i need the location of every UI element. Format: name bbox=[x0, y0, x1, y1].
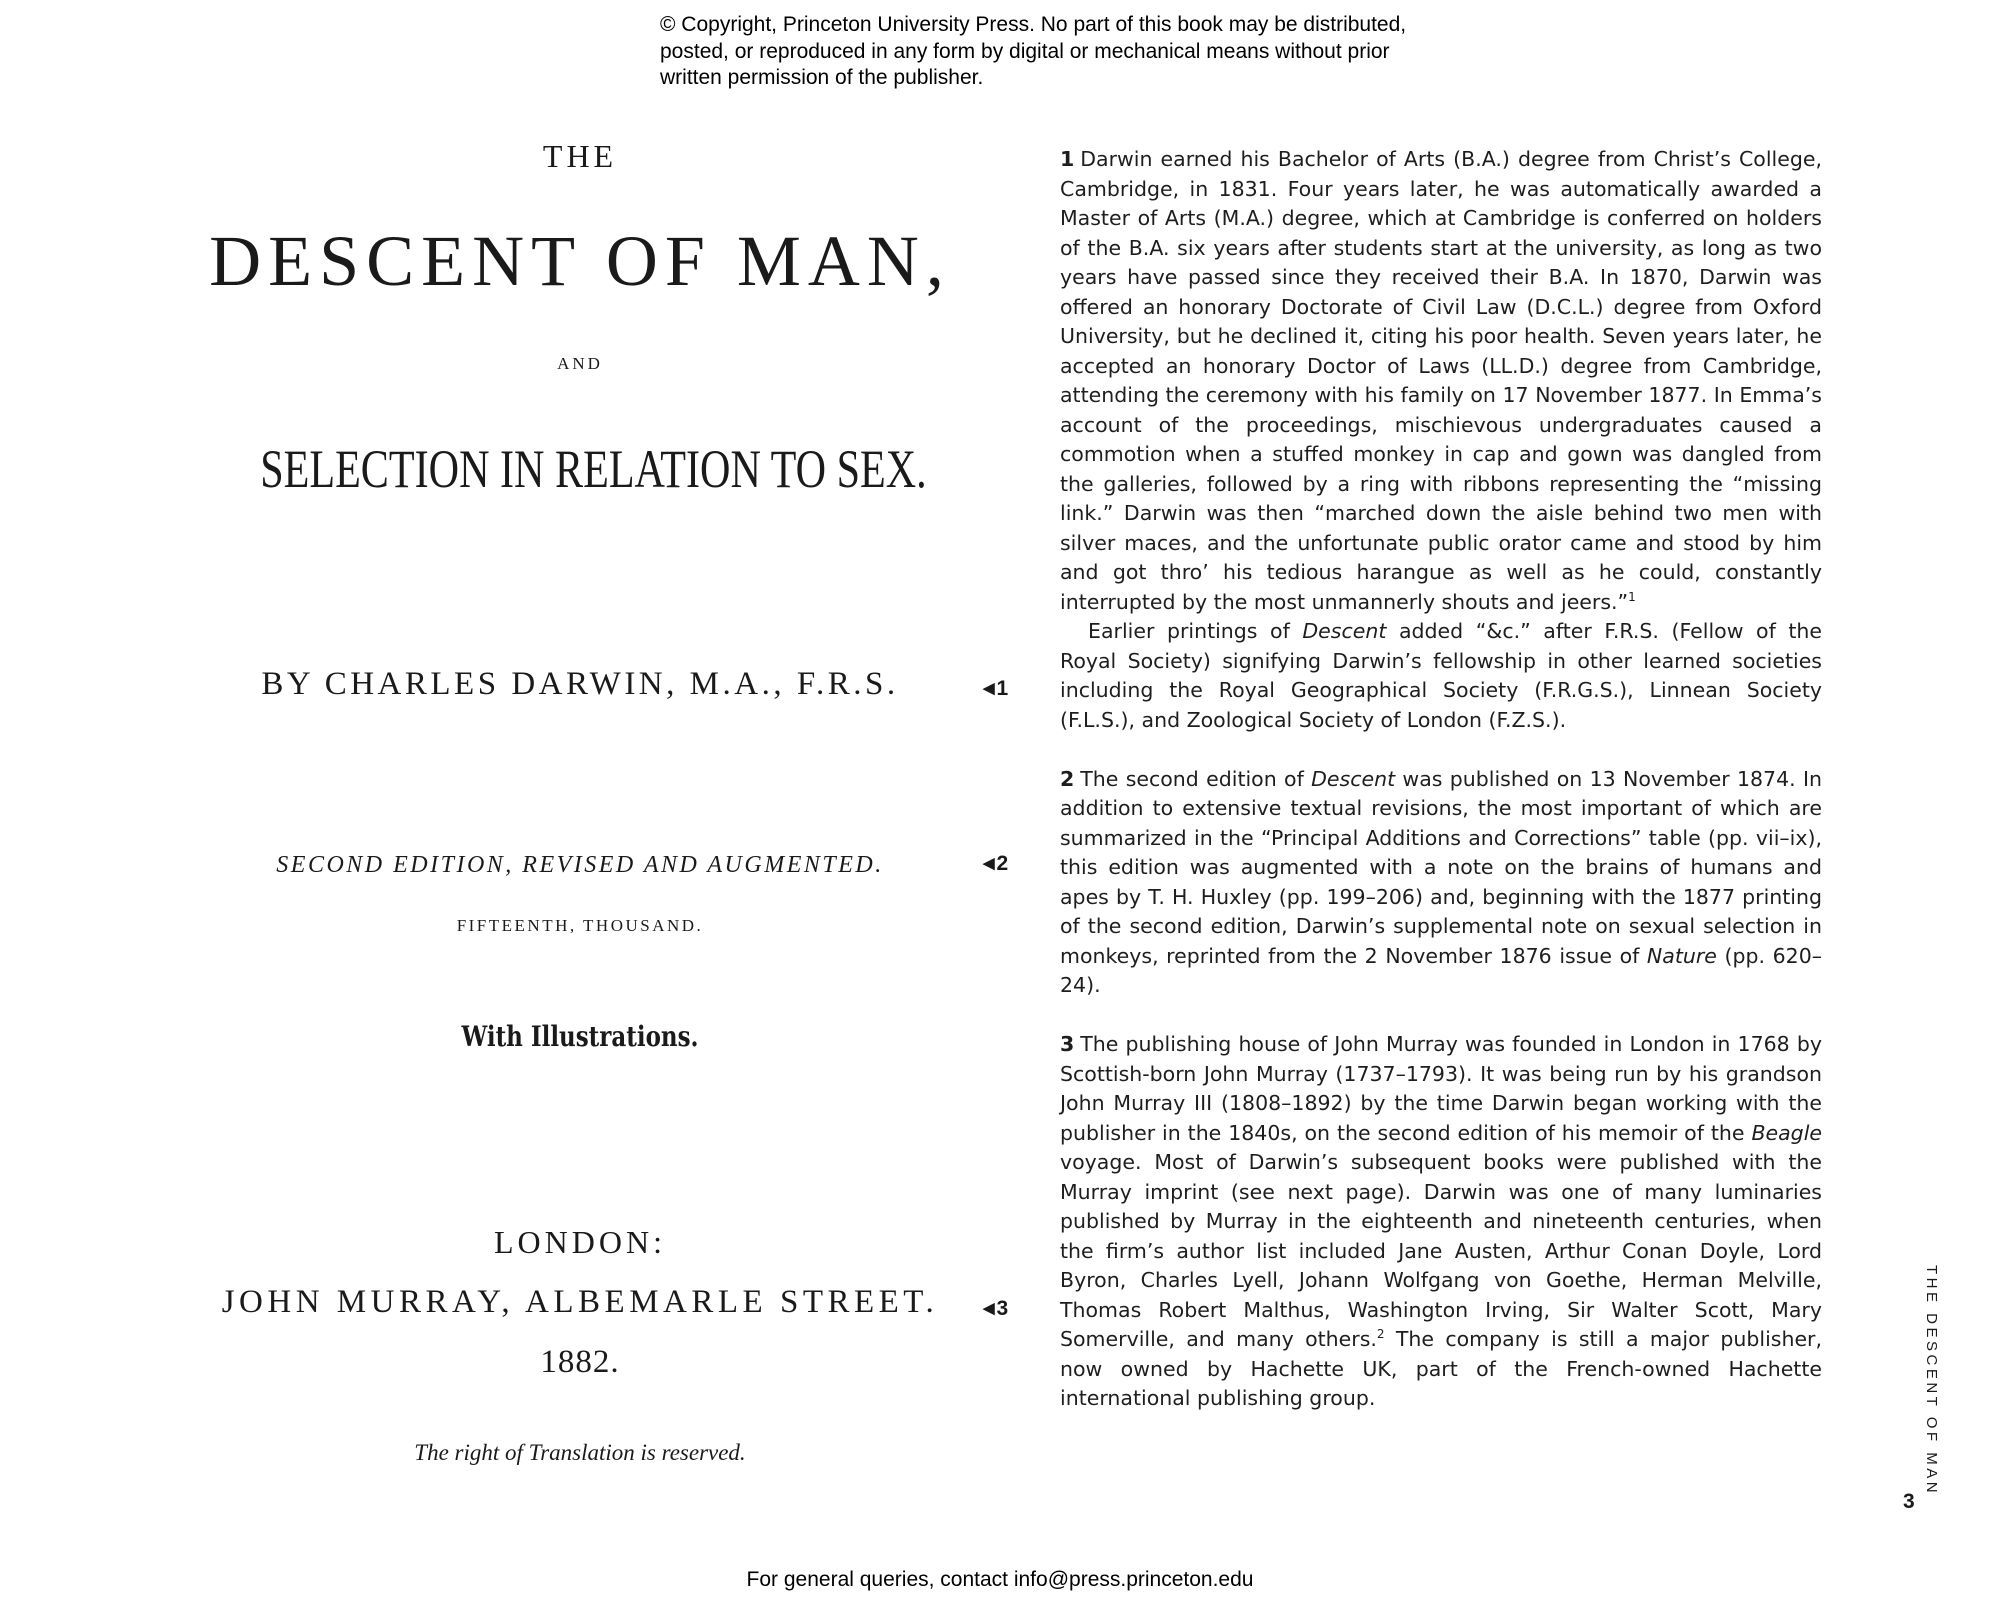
note-text: added “&c.” after F.R.S. (Fellow of the Royal Society) signifying Darwin’s fellowship in other learned societies including the Royal Geographical Society (F.R.G.S.), Linnean Society (F.L.S.), and Zoological Society of London (F.Z.S.). bbox=[1060, 619, 1822, 732]
note-italic: Nature bbox=[1646, 943, 1717, 968]
note-2 bbox=[1060, 765, 1822, 1001]
note-text: The publishing house of John Murray was founded in London in 1768 by Scottish-born John Murray (1737–1793). It was being run by his grandson John Murray III (1808–1892) by the time Darwin began working with the publisher in the 1840s, on the second edition of his memoir of the bbox=[1060, 1032, 1822, 1145]
left-arrow-icon: ◀ bbox=[983, 855, 995, 872]
note-text: Earlier printings of bbox=[1088, 619, 1303, 643]
note-text: The second edition of bbox=[1080, 766, 1312, 791]
note-text: (pp. 620–24). bbox=[1060, 943, 1822, 997]
note-1-paragraph-2 bbox=[1060, 617, 1822, 735]
citation-superscript: 1 bbox=[1628, 589, 1636, 604]
note-marker-number: 1 bbox=[996, 677, 1009, 700]
note-italic: Descent bbox=[1311, 766, 1396, 791]
imprint-year: 1882. bbox=[540, 1344, 620, 1380]
note-1 bbox=[1060, 145, 1822, 735]
note-3-paragraph bbox=[1060, 1030, 1822, 1414]
note-text: The company is still a major publisher, now owned by Hachette UK, part of the French-owned Hachette international publishing group. bbox=[1060, 1327, 1822, 1410]
note-text: voyage. Most of Darwin’s subsequent books were published with the Murray imprint (see next page). Darwin was one of many luminaries published by Murray in the eighteenth and nineteenth centuries, when the firm’s author list included Jane Austen, Arthur Conan Doyle, Lord Byron, Charles Lyell, Johann Wolfgang von Goethe, Herman Melville, Thomas Robert Malthus, Washington Irving, Sir Walter Scott, Mary Somerville, and many others. bbox=[1060, 1150, 1822, 1351]
note-3 bbox=[1060, 1030, 1822, 1414]
note-marker-2 bbox=[983, 852, 1008, 876]
title-and: AND bbox=[557, 354, 603, 373]
note-number: 2 bbox=[1060, 766, 1075, 791]
note-1-paragraph bbox=[1060, 145, 1822, 617]
illustrations-line: With Illustrations. bbox=[461, 1020, 699, 1053]
copyright-notice: © Copyright, Princeton University Press. No part of this book may be distributed, posted, or reproduced in any form by digital or mechanical means without prior written permission of the publisher. bbox=[660, 13, 1407, 89]
imprint-city: LONDON: bbox=[494, 1224, 666, 1260]
author-line bbox=[170, 666, 990, 703]
left-arrow-icon: ◀ bbox=[983, 680, 995, 697]
left-arrow-icon: ◀ bbox=[983, 1300, 995, 1317]
running-head: THE DESCENT OF MAN bbox=[1923, 1265, 1940, 1497]
title-the: THE bbox=[542, 138, 618, 174]
note-marker-number: 2 bbox=[996, 852, 1009, 875]
citation-superscript: 2 bbox=[1376, 1327, 1385, 1342]
annotations-column bbox=[1060, 145, 1822, 1443]
book-title: DESCENT OF MAN, bbox=[209, 221, 951, 301]
author-name: CHARLES DARWIN, M.A., F.R.S. bbox=[324, 666, 899, 702]
note-marker-1 bbox=[983, 677, 1008, 701]
note-2-paragraph bbox=[1060, 765, 1822, 1001]
note-marker-number: 3 bbox=[996, 1297, 1009, 1320]
note-marker-3 bbox=[983, 1297, 1008, 1321]
note-italic: Beagle bbox=[1751, 1120, 1822, 1145]
author-by: BY bbox=[261, 666, 313, 702]
edition-line: SECOND EDITION, REVISED AND AUGMENTED. bbox=[276, 852, 884, 878]
book-subtitle: SELECTION IN RELATION TO SEX. bbox=[260, 439, 927, 499]
imprint-publisher: JOHN MURRAY, ALBEMARLE STREET. bbox=[221, 1284, 939, 1320]
page-number: 3 bbox=[1903, 1490, 1915, 1513]
note-text: Darwin earned his Bachelor of Arts (B.A.) degree from Christ’s College, Cambridge, in 1831. Four years later, he was automatically awarded a Master of Arts (M.A.) degree, which at Cambridge is conferred on holders of the B.A. six years after students start at the university, as long as two years have passed since they received their B.A. In 1870, Darwin was offered an honorary Doctorate of Civil Law (D.C.L.) degree from Oxford University, but he declined it, citing his poor health. Seven years later, he accepted an honorary Doctor of Laws (LL.D.) degree from Cambridge, attending the ceremony with his family on 17 November 1877. In Emma’s account of the proceedings, mischievous undergraduates caused a commotion when a stuffed monkey in cap and gown was dangled from the galleries, followed by a ring with ribbons representing the “missing link.” Darwin was then “marched down the aisle behind two men with silver maces, and the unfortunate public orator came and stood by him and got thro’ his tedious harangue as well as he could, constantly interrupted by the most unmannerly shouts and jeers.” bbox=[1060, 147, 1822, 614]
contact-footer: For general queries, contact info@press.princeton.edu bbox=[746, 1568, 1254, 1591]
note-italic: Descent bbox=[1302, 619, 1387, 643]
printing-line: FIFTEENTH, THOUSAND. bbox=[456, 916, 704, 935]
note-number: 1 bbox=[1060, 147, 1075, 171]
rights-notice: The right of Translation is reserved. bbox=[414, 1440, 746, 1465]
note-number: 3 bbox=[1060, 1032, 1075, 1056]
note-text: was published on 13 November 1874. In addition to extensive textual revisions, the most important of which are summarized in the “Principal Additions and Corrections” table (pp. vii–ix), this edition was augmented with a note on the brains of humans and apes by T. H. Huxley (pp. 199–206) and, beginning with the 1877 printing of the second edition, Darwin’s supplemental note on sexual selection in monkeys, reprinted from the 2 November 1876 issue of bbox=[1060, 766, 1822, 968]
